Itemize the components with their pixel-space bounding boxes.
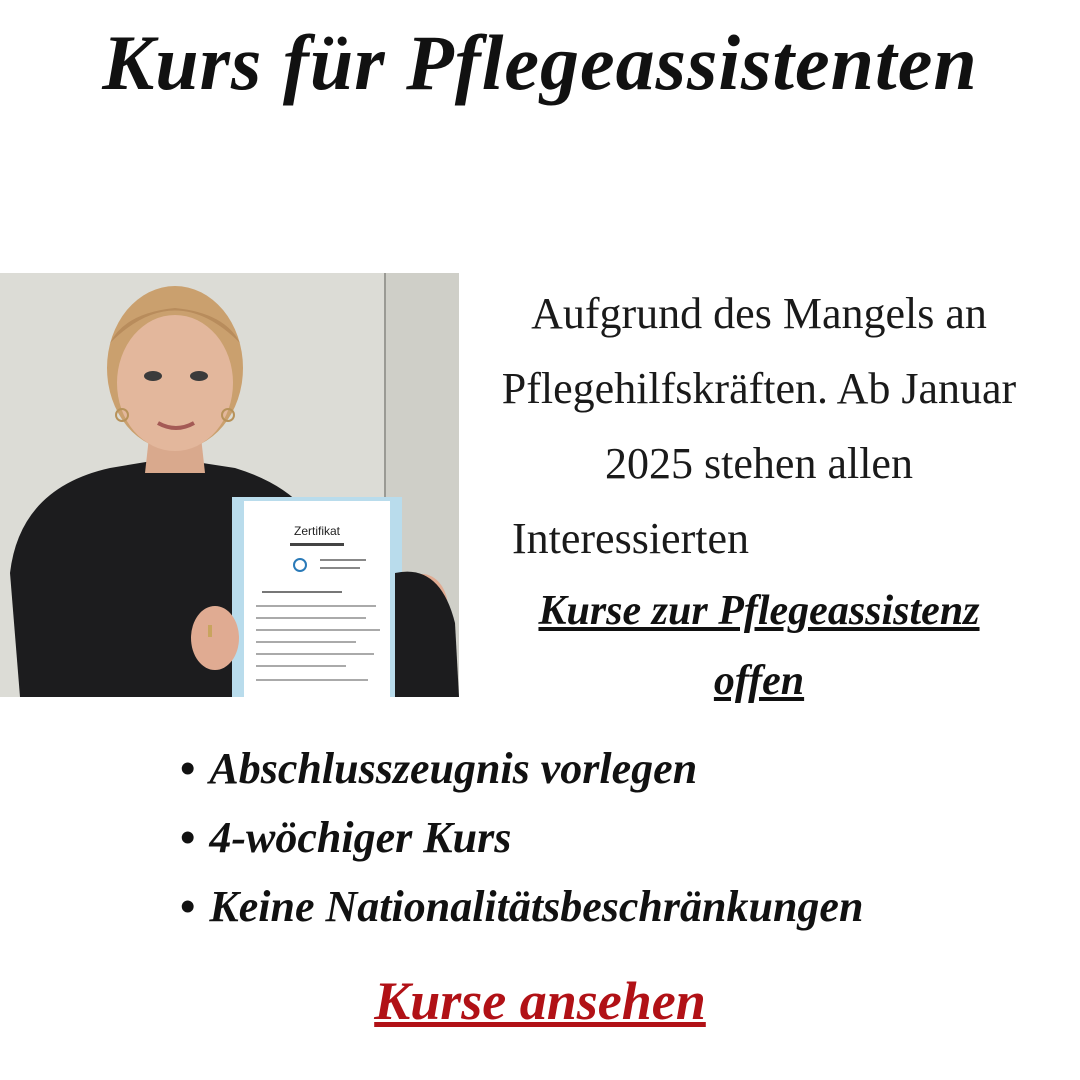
- emphasis-line: Kurse zur Pflegeassistenz: [538, 588, 980, 634]
- bullet-icon: •: [180, 813, 196, 862]
- cta-container: [0, 970, 1080, 1032]
- bullet-icon: •: [180, 744, 196, 793]
- list-item: [180, 803, 863, 872]
- list-item: [180, 734, 863, 803]
- list-item-label: Abschlusszeugnis vorlegen: [209, 744, 698, 793]
- page-title: Kurs für Pflegeassistenten: [102, 19, 978, 106]
- view-courses-link[interactable]: Kurse ansehen: [374, 971, 706, 1031]
- intro-line: Pflegehilfskräften. Ab Januar: [501, 364, 1017, 413]
- list-item-label: 4-wöchiger Kurs: [209, 813, 512, 862]
- certificate-heading: Zertifikat: [293, 524, 341, 538]
- list-item: [180, 872, 863, 941]
- intro-line: 2025 stehen allen: [605, 439, 913, 488]
- list-item-label: Keine Nationalitätsbeschränkungen: [209, 882, 864, 931]
- person-with-certificate-photo: [0, 273, 459, 697]
- bullet-icon: •: [180, 882, 196, 931]
- intro-line: Aufgrund des Mangels an: [531, 289, 987, 338]
- intro-text: [462, 276, 1056, 716]
- intro-line: Interessierten: [512, 514, 749, 563]
- emphasis-line: offen: [713, 658, 805, 704]
- requirements-list: [180, 734, 863, 941]
